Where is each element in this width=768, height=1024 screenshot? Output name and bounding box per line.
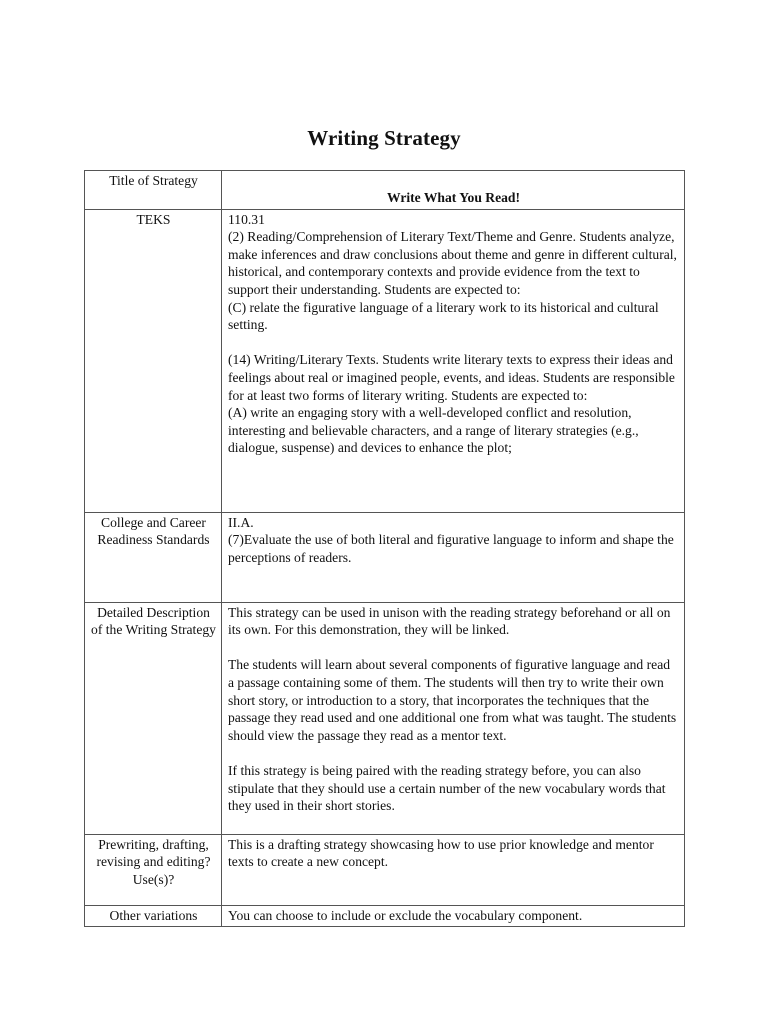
strategy-table [84, 170, 685, 927]
row-label-college-career-readiness: College and Career Readiness Standards [85, 512, 222, 602]
teks-reading-expectation-c: (C) relate the figurative language of a literary work to its historical and cultural setting. [228, 299, 659, 333]
row-content-other-variations [222, 905, 685, 927]
row-label-title-of-strategy: Title of Strategy [85, 171, 222, 210]
teks-writing-standard: (14) Writing/Literary Texts. Students write literary texts to express their ideas and feelings about real or imagined people, events, and ideas. Students are responsible for at least two forms of literary writing. Students are expected to: [228, 352, 675, 403]
description-paragraph-3: If this strategy is being paired with the reading strategy before, you can also stipulate that they should use a certain number of the new vocabulary words that they used in their short stories. [228, 762, 666, 814]
row-label-prewriting-drafting: Prewriting, drafting, revising and editing? Use(s)? [85, 834, 222, 905]
teks-writing-expectation-a: (A) write an engaging story with a well-developed conflict and resolution, interesting and believable characters, and a range of literary strategies (e.g., dialogue, suspense) and devices to enhance the plot; [228, 405, 639, 456]
ccrs-standard-text: (7)Evaluate the use of both literal and figurative language to inform and shape the perceptions of readers. [228, 532, 674, 565]
row-content-title-of-strategy [222, 171, 685, 210]
ccrs-standard-number: II.A. [228, 514, 254, 530]
row-content-teks [222, 209, 685, 512]
row-label-other-variations: Other variations [85, 905, 222, 927]
description-paragraph-1: This strategy can be used in unison with the reading strategy beforehand or all on its own. For this demonstration, they will be linked. [228, 604, 671, 638]
row-content-detailed-description [222, 602, 685, 834]
prewriting-paragraph: This is a drafting strategy showcasing how to use prior knowledge and mentor texts to create a new concept. [228, 836, 654, 870]
teks-standard-number: 110.31 [228, 211, 265, 227]
table-row-detailed-description [85, 602, 685, 834]
table-row-college-career-readiness [85, 512, 685, 602]
row-content-prewriting-drafting [222, 834, 685, 905]
table-row-title-of-strategy [85, 171, 685, 210]
row-content-college-career-readiness [222, 512, 685, 602]
teks-paragraph-1 [228, 211, 679, 334]
row-label-detailed-description: Detailed Description of the Writing Strategy [85, 602, 222, 834]
table-row-other-variations [85, 905, 685, 927]
ccrs-paragraph [228, 514, 679, 567]
page-title: Writing Strategy [307, 126, 461, 150]
teks-reading-standard: (2) Reading/Comprehension of Literary Text/Theme and Genre. Students analyze, make inferences and draw conclusions about theme and genre in different cultural, historical, and contemporary contexts and provide evidence from the text to support their understanding. Students are expected to: [228, 229, 677, 297]
description-paragraph-2: The students will learn about several components of figurative language and read a passage containing some of them. The students will then try to write their own short story, or introduction to a story, that incorporates the techniques that the passage they read used and one additional one from what was taught. The students should view the passage they read as a mentor text. [228, 657, 677, 743]
table-row-prewriting-drafting [85, 834, 685, 905]
teks-paragraph-2 [228, 351, 679, 457]
row-label-teks: TEKS [85, 209, 222, 512]
variations-paragraph: You can choose to include or exclude the vocabulary component. [228, 907, 583, 923]
strategy-title-value: Write What You Read! [386, 190, 521, 205]
table-row-teks [85, 209, 685, 512]
